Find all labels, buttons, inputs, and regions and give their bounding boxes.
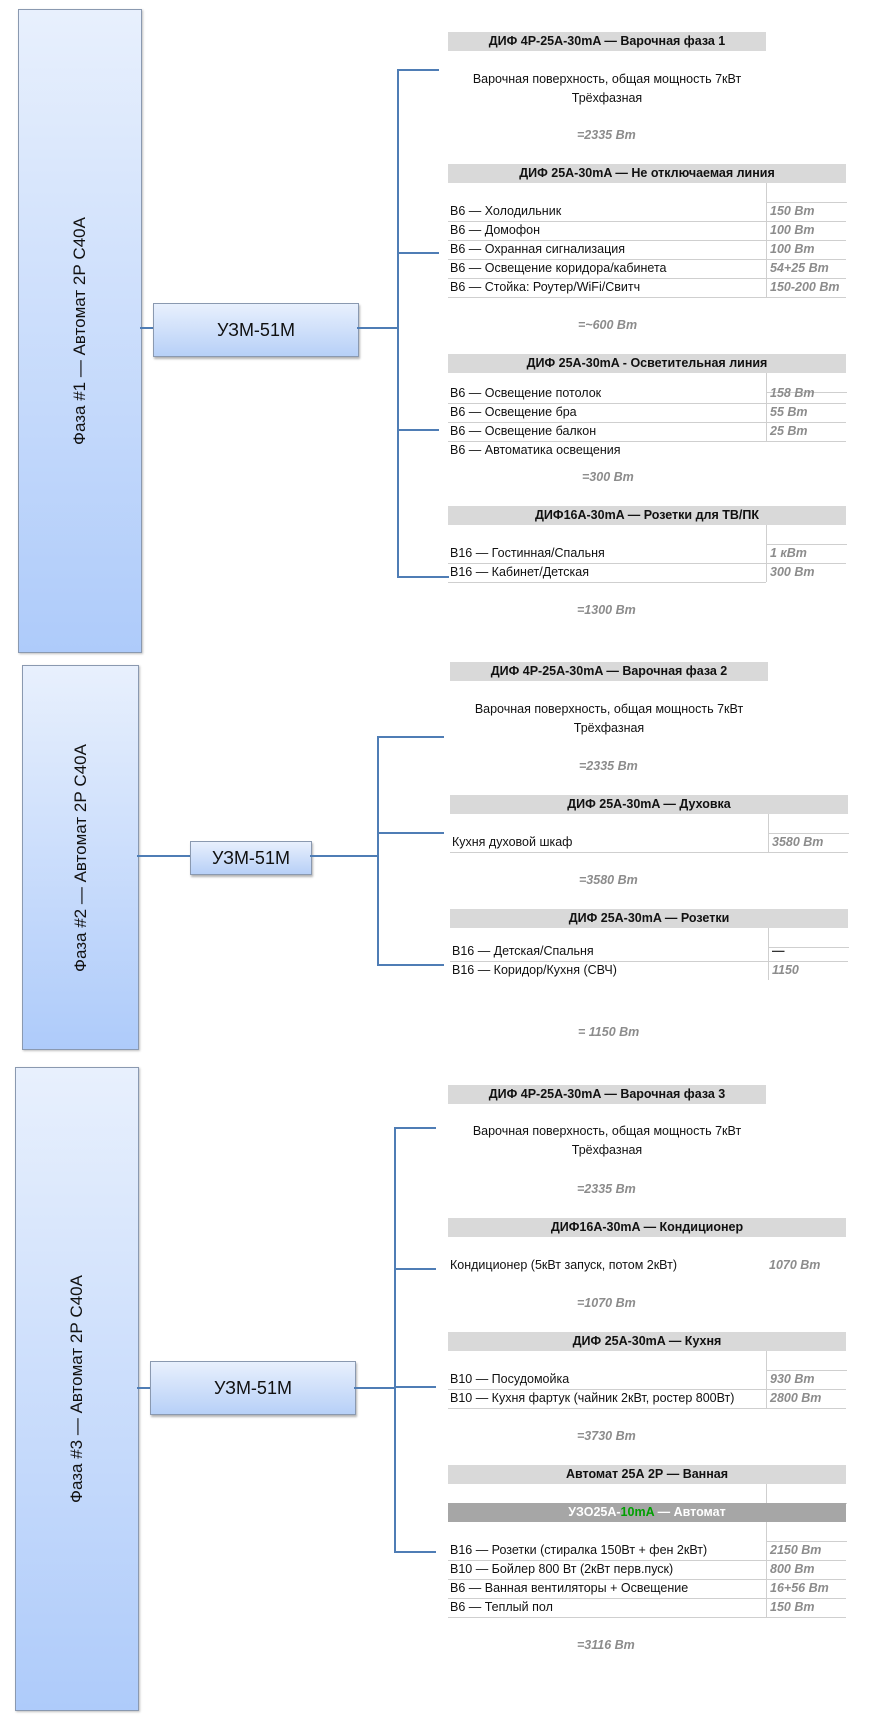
group-header: ДИФ 4P-25A-30mA — Варочная фаза 2 [450,662,768,681]
empty-cell [766,1484,847,1504]
bus-line [394,1127,396,1553]
group-description: Трёхфазная [571,1143,643,1157]
table-row: В6 — Освещение бра 55 Вт [448,403,846,423]
group-header: ДИФ 25A-30mA - Осветительная линия [448,354,846,373]
table-row: В6 — Освещение коридора/кабинета 54+25 Вт [448,259,846,279]
group-header: ДИФ 4P-25A-30mA — Варочная фаза 3 [448,1085,766,1104]
group-description: Трёхфазная [573,721,645,735]
phase-3-uzm-relay: УЗМ-51М [150,1361,356,1415]
group-total: =~600 Вт [578,318,638,332]
row-label: В6 — Автоматика освещения [450,443,621,457]
table-row: В6 — Стойка: Роутер/WiFi/Свитч 150-200 Вт [448,278,846,298]
branch-line [394,1551,436,1553]
table-row: В10 — Кухня фартук (чайник 2кВт, ростер 800Вт) 2800 Вт [448,1389,846,1409]
group-header: ДИФ 25A-30mA — Розетки [450,909,848,928]
phase-3-label: Фаза #3 — Автомат 2Р С40А [67,1275,86,1503]
group-total: =3730 Вт [577,1429,636,1443]
group-header: ДИФ 4P-25A-30mA — Варочная фаза 1 [448,32,766,51]
phase-1-breaker [18,9,142,653]
phase-1-uzm-relay: УЗМ-51М [153,303,359,357]
table-row: Кухня духовой шкаф 3580 Вт [450,833,848,853]
table-row: В10 — Бойлер 800 Вт (2кВт перв.пуск) 800 Вт [448,1560,846,1580]
branch-line [397,69,439,71]
branch-line [397,252,439,254]
group-description: Варочная поверхность, общая мощность 7кВт [474,702,744,716]
phase-2-label: Фаза #2 — Автомат 2Р С40А [70,743,90,972]
group-description: Трёхфазная [571,91,643,105]
group-total: =3116 Вт [577,1638,635,1652]
branch-line [377,964,444,966]
table-row: В16 — Розетки (стиралка 150Вт + фен 2кВт) 2150 Вт [448,1541,846,1561]
group-header: Автомат 25А 2Р — Ванная [448,1465,846,1484]
bus-line [377,736,379,966]
phase-3-breaker [15,1067,139,1711]
table-row: В6 — Домофон 100 Вт [448,221,846,241]
branch-line [394,1127,436,1129]
group-total: =2335 Вт [577,128,636,142]
empty-cell [766,1351,847,1371]
group-total: = 1150 Вт [578,1025,640,1039]
group-header: ДИФ16A-30mA — Розетки для ТВ/ПК [448,506,846,525]
group-header: ДИФ 25A-30mA — Не отключаемая линия [448,164,846,183]
empty-cell [766,183,847,203]
group-total: =3580 Вт [579,873,638,887]
row-value: 1070 Вт [769,1258,821,1272]
connector [354,1387,396,1389]
connector [310,855,379,857]
bus-line [397,69,399,578]
branch-line [377,832,444,834]
group-description: Варочная поверхность, общая мощность 7кВт [472,1124,742,1138]
table-row: В10 — Посудомойка 930 Вт [448,1370,846,1390]
group-total: =2335 Вт [579,759,638,773]
connector [137,855,190,857]
empty-cell [766,1522,847,1542]
table-row: В16 — Гостинная/Спальня 1 кВт [448,544,846,564]
group-total: =300 Вт [582,470,634,484]
group-header: ДИФ16A-30mA — Кондиционер [448,1218,846,1237]
branch-line [397,576,449,578]
phase-2-uzm-relay: УЗМ-51М [190,841,312,875]
group-total: =1300 Вт [577,603,636,617]
table-row: В6 — Теплый пол 150 Вт [448,1598,846,1618]
table-row: В6 — Освещение потолок 158 Вт [448,384,846,404]
phase-1-label: Фаза #1 — Автомат 2Р С40А [70,217,89,445]
rcd-header: УЗО25А-10mA — Автомат [448,1503,846,1522]
empty-cell [766,525,847,545]
group-total: =2335 Вт [577,1182,636,1196]
group-header: ДИФ 25A-30mA — Духовка [450,795,848,814]
branch-line [394,1268,436,1270]
empty-cell [768,814,849,834]
table-row: В6 — Освещение балкон 25 Вт [448,422,846,442]
connector [357,327,399,329]
table-row: В6 — Охранная сигнализация 100 Вт [448,240,846,260]
group-total: =1070 Вт [577,1296,636,1310]
connector [140,327,153,329]
table-row: В16 — Коридор/Кухня (СВЧ) 1150 [450,961,848,980]
group-description: Варочная поверхность, общая мощность 7кВт [472,72,742,86]
phase-2-breaker [22,665,139,1050]
table-row: В16 — Кабинет/Детская 300 Вт [448,563,766,583]
row-label: Кондиционер (5кВт запуск, потом 2кВт) [450,1258,677,1272]
table-row: В6 — Ванная вентиляторы + Освещение 16+56 Вт [448,1579,846,1599]
connector [137,1387,150,1389]
table-row: В16 — Детская/Спальня — [450,942,848,962]
branch-line [397,429,439,431]
branch-line [394,1386,436,1388]
group-header: ДИФ 25A-30mA — Кухня [448,1332,846,1351]
branch-line [377,736,444,738]
table-row: В6 — Холодильник 150 Вт [448,202,846,222]
